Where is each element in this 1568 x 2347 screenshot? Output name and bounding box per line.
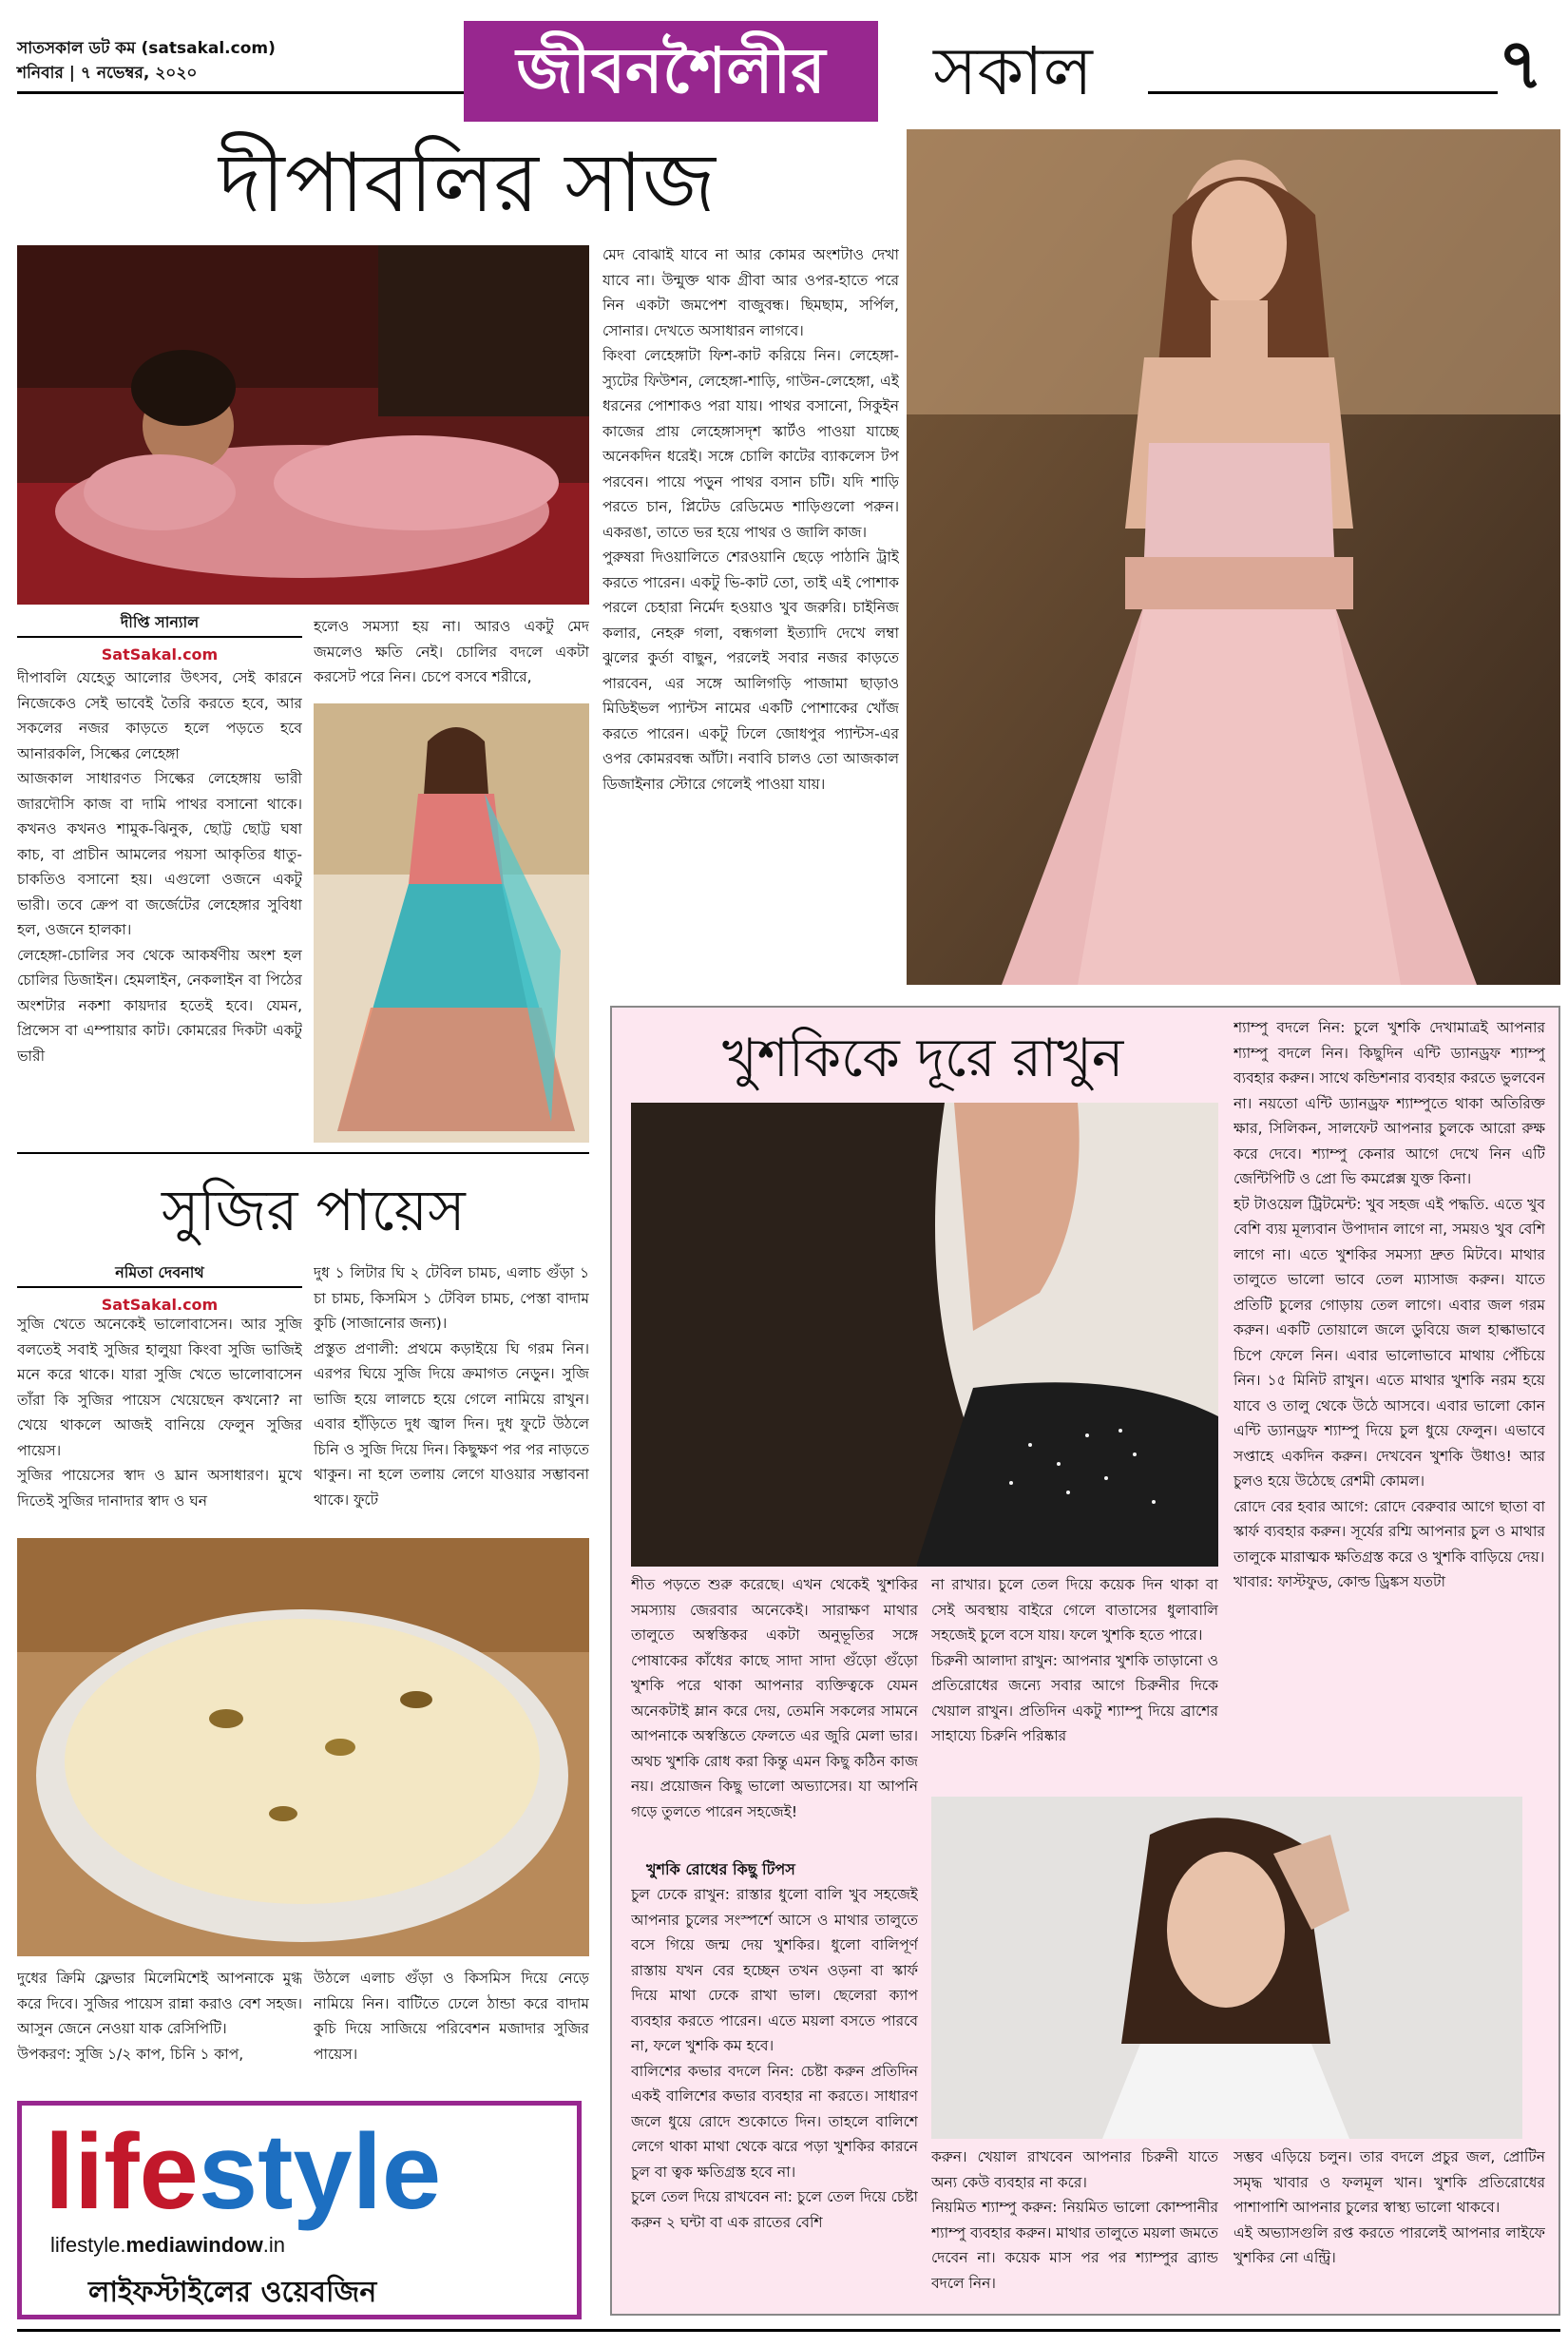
article2-col1-bottom: দুধের ক্রিমি ফ্লেভার মিলেমিশেই আপনাকে মুগ্ধ করে দিবে। সুজির পায়েস রান্না করাও বেশ সহজ। আসুন জেনে নেওয়া যাক রেসিপিটি। উপকরণ: সুজি ১/২ কাপ, চিনি ১ কাপ, <box>17 1970 302 2063</box>
article2-byline <box>17 1260 302 1314</box>
article1-byline <box>17 610 302 664</box>
bride-photo-art <box>17 245 589 605</box>
brand-part-1: জীবনশৈলীর <box>464 21 878 122</box>
lifestyle-url[interactable] <box>50 2233 285 2258</box>
url-part-2: mediawindow <box>125 2233 263 2257</box>
article3-headline: খুশকিকে দূরে রাখুন <box>722 1028 1124 1089</box>
url-part-3: .in <box>262 2233 285 2257</box>
masthead-rule-right <box>1148 91 1498 94</box>
section-brand <box>464 21 1148 122</box>
article3-col-c-bottom: সম্ভব এড়িয়ে চলুন। তার বদলে প্রচুর জল, প্রোটিন সমৃদ্ধ খাবার ও ফলমূল খান। খুশকি প্রতিরোধের পাশাপাশি আপনার চুলের স্বাস্থ্য ভালো থাকবে। এই অভ্যাসগুলি রপ্ত করতে পারলেই আপনার লাইফে খুশকির নো এন্ট্রি। <box>1233 2148 1545 2266</box>
article2-headline: সুজির পায়েস <box>162 1178 466 1244</box>
lehenga-photo <box>314 703 589 1143</box>
article1-site: SatSakal.com <box>101 645 219 664</box>
article2-byline-rule <box>17 1286 302 1288</box>
url-part-1: lifestyle. <box>50 2233 126 2257</box>
page-number: ৭ <box>1498 24 1544 106</box>
article2-col2-bottom: উঠলে এলাচ গুঁড়া ও কিসমিস দিয়ে নেড়ে নামিয়ে নিন। বাটিতে ঢেলে ঠান্ডা করে বাদাম কুচি দিয়ে সাজিয়ে পরিবেশন মজাদার সুজির পায়েস। <box>314 1970 589 2063</box>
article2-author: নমিতা দেবনাথ <box>115 1263 204 1281</box>
article2-col2-top: দুধ ১ লিটার ঘি ২ টেবিল চামচ, এলাচ গুঁড়া ১ চা চামচ, কিসমিস ১ টেবিল চামচ, পেস্তা বাদাম কুচি (সাজানোর জন্য)। প্রস্তুত প্রণালী: প্রথমে কড়াইয়ে ঘি গরম নিন। এরপর ঘিয়ে সুজি দিয়ে ক্রমাগত নেড়ুন। সুজি ভাজি হয়ে লালচে হয়ে গেলে নামিয়ে রাখুন। এবার হাঁড়িতে দুধ জ্বাল দিন। দুধ ফুটে উঠলে চিনি ও সুজি দিয়ে দিন। কিছুক্ষণ পর পর নাড়তে থাকুন। না হলে তলায় লেগে যাওয়ার সম্ভাবনা থাকে। ফুটে <box>314 1264 589 1509</box>
payesh-photo-art <box>17 1538 589 1956</box>
byline-rule <box>17 636 302 638</box>
payesh-photo <box>17 1538 589 1956</box>
bride-photo <box>17 245 589 605</box>
dandruff-shoulder-photo <box>631 1103 1218 1567</box>
woman-hair-photo <box>931 1797 1522 2139</box>
article1-col3: মেদ বোঝাই যাবে না আর কোমর অংশটাও দেখা যাবে না। উন্মুক্ত থাক গ্রীবা আর ওপর-হাতে পরে নিন একটা জমপেশ বাজুবন্ধ। ছিমছাম, সর্পিল, সোনার। দেখতে অসাধারন লাগবে। কিংবা লেহেঙ্গাটা ফিশ-কাট করিয়ে নিন। লেহেঙ্গা-স্যুটের ফিউশন, লেহেঙ্গা-শাড়ি, গাউন-লেহেঙ্গা, এই ধরনের পোশাকও পরা যায়। পাথর বসানো, সিকুইন কাজের প্রায় লেহেঙ্গাসদৃশ স্কার্টও পাওয়া যাচ্ছে অনেকদিন ধরেই। সঙ্গে চোলি কাটের ব্যাকলেস টপ পরবেন। পায়ে পড়ুন পাথর বসান চটি। যদি শাড়ি পরতে চান, প্লিটেড রেডিমেড শাড়িগুলো পরুন। একরঙা, তাতে ভর হয়ে পাথর ও জালি কাজ। পুরুষরা দিওয়ালিতে শেরওয়ানি ছেড়ে পাঠানি ট্রাই করতে পারেন। একটু ভি-কাট তো, তাই এই পোশাক পরলে চেহারা নির্মেদ হওয়াও খুব জরুরি। চাইনিজ কলার, নেহরু গলা, বন্ধগলা ইত্যাদি দেখে লম্বা ঝুলের কুর্তা বাছুন, পরলেই সবার নজর কাড়তে পারবেন, এর সঙ্গে আলিগড়ি পাজামা ছাড়াও মিডিইভল প্যান্টস নামের একটি পোশাকের খোঁজ করতে পারেন। একটু ঢিলে জোধপুর প্যান্টস-এর ওপর কোমরবন্ধ আঁটা। নবাবি চালও তো আজকাল ডিজাইনার স্টোরে গেলেই পাওয়া যায়। <box>602 246 899 793</box>
article3-col-b-bottom: করুন। খেয়াল রাখবেন আপনার চিরুনী যাতে অন্য কেউ ব্যবহার না করে। নিয়মিত শ্যাম্পু করুন: নিয়মিত ভালো কোম্পানীর শ্যাম্পু ব্যবহার করুন। মাথার তালুতে ময়লা জমতে দেবেন না। কয়েক মাস পর পর শ্যাম্পুর ব্র্যান্ড বদলে নিন। <box>931 2148 1218 2292</box>
woman-hair-photo-art <box>931 1797 1522 2139</box>
article3-right-col: শ্যাম্পু বদলে নিন: চুলে খুশকি দেখামাত্রই আপনার শ্যাম্পু বদলে নিন। কিছুদিন এন্টি ড্যানড্রফ শ্যাম্পু ব্যবহার করুন। সাথে কন্ডিশনার ব্যবহার করতে ভুলবেন না। নয়তো এন্টি ড্যানড্রফ শ্যাম্পুতে থাকা অতিরিক্ত ক্ষার, সিলিকন, সালফেট আপনার চুলকে আরো রুক্ষ করে দেবে। শ্যাম্পু কেনার আগে দেখে নিন এটি জেন্টিপিটি ও প্রো ভি কমপ্লেক্স যুক্ত কিনা। হট টাওয়েল ট্রিটমেন্ট: খুব সহজ এই পদ্ধতি. এতে খুব বেশি ব্যয় মূল্যবান উপাদান লাগে না, সময়ও খুব বেশি লাগে না। এতে খুশকির সমস্যা দ্রুত মিটবে। মাথার তালুতে ভালো ভাবে তেল ম্যাসাজ করুন। যাতে প্রতিটি চুলের গোড়ায় তেল লাগে। এবার জল গরম করুন। একটি তোয়ালে জলে ডুবিয়ে জল হাল্কাভাবে চিপে ফেলে নিন। এবার ভালোভাবে মাথায় পেঁচিয়ে নিন। ১৫ মিনিট রাখুন। এতে মাথার খুশকি নরম হয়ে যাবে ও তালু থেকে উঠে আসবে। এবার ভালো কোন এন্টি ড্যানড্রফ শ্যাম্পু দিয়ে চুল ধুয়ে ফেলুন। এভাবে সপ্তাহে একদিন করুন। দেখবেন খুশকি উধাও! আর চুলও হয়ে উঠেছে রেশমী কোমল। রোদে বের হবার আগে: রোদে বেরুবার আগে ছাতা বা স্কার্ফ ব্যবহার করুন। সূর্যের রশ্মি আপনার চুল ও মাথার তালুকে মারাত্মক ক্ষতিগ্রস্ত করে ও খুশকি বাড়িয়ে দেয়। খাবার: ফাস্টফুড, কোল্ড ড্রিঙ্কস যতটা <box>1233 1019 1545 1590</box>
masthead-left <box>17 36 276 86</box>
article1-col2: হলেও সমস্যা হয় না। আরও একটু মেদ জমলেও ক্ষতি নেই। চোলির বদলে একটা করসেট পরে নিন। চেপে বসবে শরীরে, <box>314 618 589 685</box>
article3-col-a: শীত পড়তে শুরু করেছে। এখন থেকেই খুশকির সমস্যায় জেরবার অনেকেই। সারাক্ষণ মাথার তালুতে অস্বস্তিকর একটা অনুভূতির সঙ্গে পোষাকের কাঁধের কাছে সাদা সাদা গুঁড়ো গুঁড়ো খুশকি পরে থাকা আপনার ব্যক্তিত্বকে যেমন অনেকটাই ম্লান করে দেয়, তেমনি সকলের সামনে আপনাকে অস্বস্তিতে ফেলতে এর জুরি মেলা ভার। অথচ খুশকি রোধ করা কিন্তু এমন কিছু কঠিন কাজ নয়। প্রয়োজন কিছু ভালো অভ্যাসের। যা আপনি গড়ে তুলতে পারেন সহজেই! <box>631 1576 918 1820</box>
site-line: সাতসকাল ডট কম (satsakal.com) <box>17 39 276 58</box>
article1-col1: দীপাবলি যেহেতু আলোর উৎসব, সেই কারনে নিজেকেও সেই ভাবেই তৈরি করতে হবে, আর সকলের নজর কাড়তে হলে পড়তে হবে আনারকলি, সিল্কের লেহেঙ্গা আজকাল সাধারণত সিল্কের লেহেঙ্গায় ভারী জারদৌসি কাজ বা দামি পাথর বসানো থাকে। কখনও কখনও শামুক-ঝিনুক, ছোট্ট ছোট্ট ঘষা কাচ, বা প্রাচীন আমলের পয়সা আকৃতির ধাতু-চাকতিও বসানো হয়। এগুলো ওজনে একটু ভারী। তবে ক্রেপ বা জর্জেটের লেহেঙ্গার সুবিধা হল, ওজনে হালকা। লেহেঙ্গা-চোলির সব থেকে আকর্ষণীয় অংশ হল চোলির ডিজাইন। হেমলাইন, নেকলাইন বা পিঠের অংশটার নকশা কায়দার হতেই হবে। যেমন, প্রিন্সেস বা এম্পায়ার কাট। কোমরের দিকটা একটু ভারী <box>17 669 302 1065</box>
dandruff-shoulder-photo-art <box>631 1103 1218 1567</box>
lifestyle-ad[interactable] <box>17 2101 582 2319</box>
logo-part-1: life <box>45 2112 199 2231</box>
article3-col-b: না রাখার। চুলে তেল দিয়ে কয়েক দিন থাকা বা সেই অবস্থায় বাইরে গেলে বাতাসের ধুলাবালি সহজেই চুলে বসে যায়। ফলে খুশকি হতে পারে। চিরুনী আলাদা রাখুন: আপনার খুশকি তাড়ানো ও প্রতিরোধের জন্যে সবার আগে চিরুনীর দিকে খেয়াল রাখুন। প্রতিদিন একটু শ্যাম্পু দিয়ে ব্রাশের সাহায্যে চিরুনি পরিষ্কার <box>931 1576 1218 1744</box>
tips-title: খুশকি রোধের কিছু টিপস <box>646 1860 795 1878</box>
masthead-rule-left <box>17 91 464 94</box>
model-photo <box>907 129 1560 985</box>
brand-part-2: সকাল <box>933 32 1093 110</box>
date-line: শনিবার | ৭ নভেম্বর, ২০২০ <box>17 64 198 83</box>
article1-headline: দীপাবলির সাজ <box>219 136 716 231</box>
article1-bottom-rule <box>17 1152 589 1154</box>
article3-col-a2: চুল ঢেকে রাখুন: রাস্তার ধুলো বালি খুব সহজেই আপনার চুলের সংস্পর্শে আসে ও মাথার তালুতে বসে গিয়ে জন্ম দেয় খুশকির। ধুলো বালিপূর্ণ রাস্তায় যখন বের হচ্ছেন তখন ওড়না বা স্কার্ফ দিয়ে মাথা ঢেকে রাখা ভাল। ছেলেরা ক্যাপ ব্যবহার করতে পারেন। এতে ময়লা বসতে পারবে না, ফলে খুশকি কম হবে। বালিশের কভার বদলে নিন: চেষ্টা করুন প্রতিদিন একই বালিশের কভার ব্যবহার না করতে। সাধারণ জলে ধুয়ে রোদে শুকোতে দিন। তাহলে বালিশে লেগে থাকা মাথা থেকে ঝরে পড়া খুশকির কারনে চুল বা ত্বক ক্ষতিগ্রস্ত হবে না। চুলে তেল দিয়ে রাখবেন না: চুলে তেল দিয়ে চেষ্টা করুন ২ ঘন্টা বা এক রাতের বেশি <box>631 1886 918 2231</box>
article1-author: দীপ্তি সান্যাল <box>120 613 200 631</box>
lifestyle-tagline: লাইফস্টাইলের ওয়েবজিন <box>88 2276 377 2309</box>
article2-col1-top: সুজি খেতে অনেকেই ভালোবাসেন। আর সুজি বলতেই সবাই সুজির হালুয়া কিংবা সুজি ভাজিই মনে করে থাকে। যারা সুজি খেতে ভালোবাসেন তাঁরা কি সুজির পায়েস খেয়েছেন কখনো? না খেয়ে থাকলে আজই বানিয়ে ফেলুন সুজির পায়েস। সুজির পায়েসের স্বাদ ও ঘ্রান অসাধারণ। মুখে দিতেই সুজির দানাদার স্বাদ ও ঘন <box>17 1316 302 1510</box>
page-bottom-rule <box>17 2329 1560 2332</box>
lehenga-photo-art <box>314 703 589 1143</box>
lifestyle-logo <box>45 2109 441 2235</box>
model-photo-art <box>907 129 1560 985</box>
logo-part-2: style <box>198 2112 442 2231</box>
article2-site: SatSakal.com <box>101 1296 219 1314</box>
